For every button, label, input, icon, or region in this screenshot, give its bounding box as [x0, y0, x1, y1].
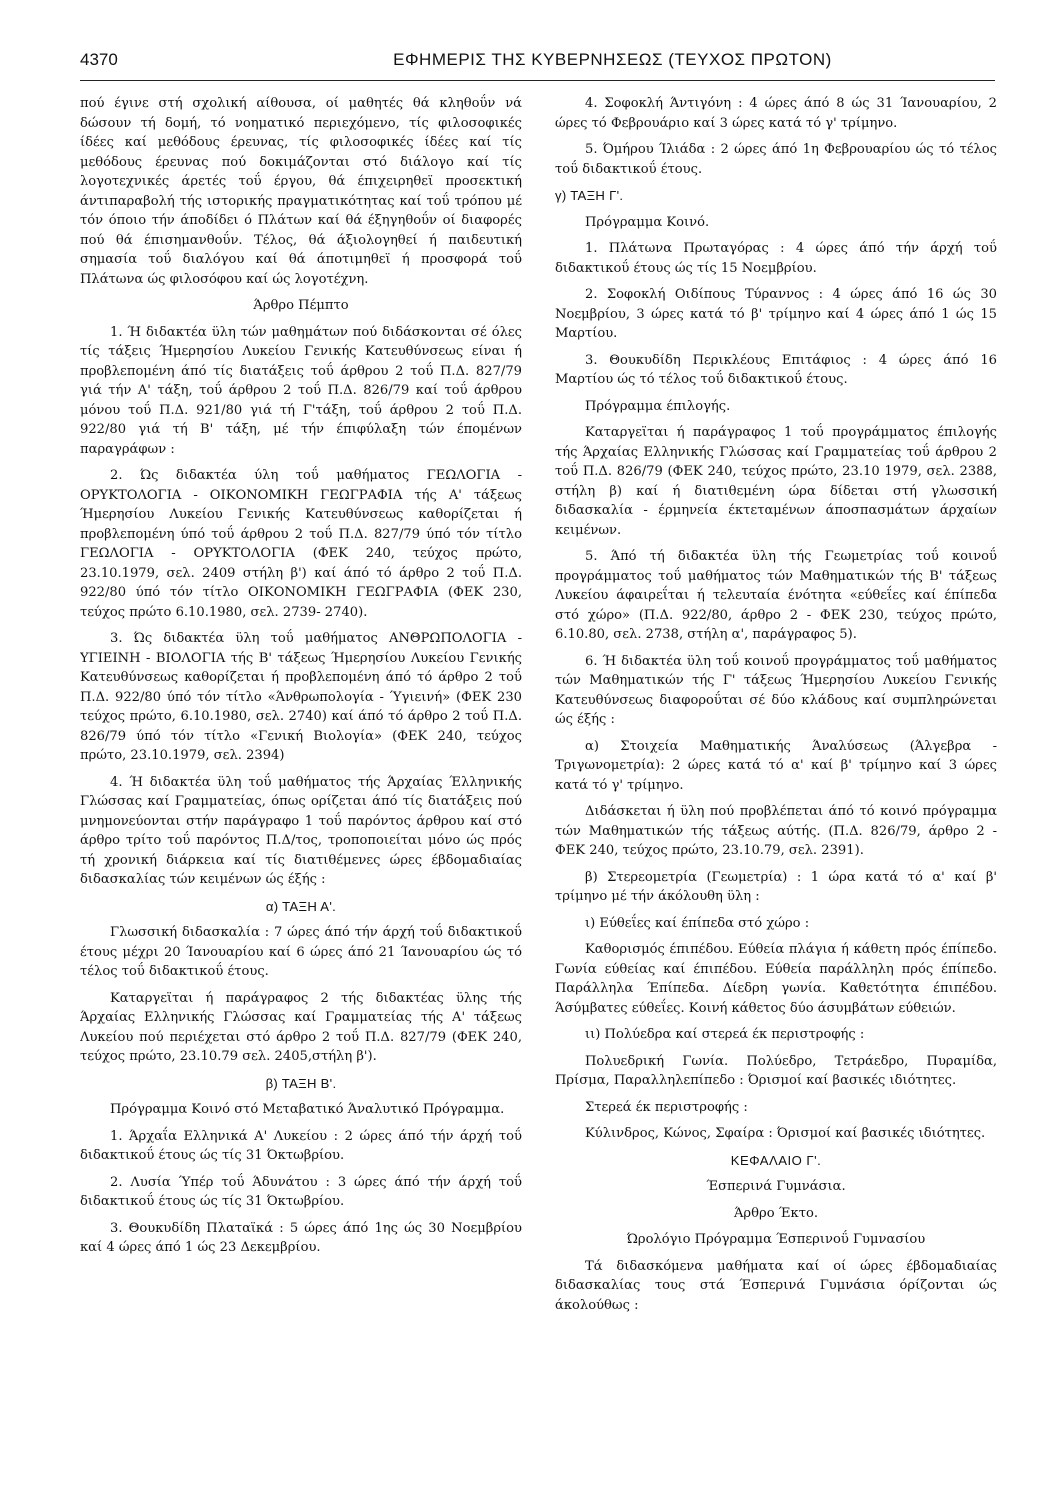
- left-column: [80, 94, 522, 1474]
- schedule-heading: Ώρολόγιο Πρόγραμμα Έσπερινοΰ Γυμνασίου: [626, 1232, 926, 1247]
- article5-par6-a-text: Διδάσκεται ή ϋλη πού προβλέπεται άπό τό κοινό πρόγραμμα τών Μαθηματικών τής τάξεως αύτής. (Π.Δ. 826/79, άρθρο 2 - ΦΕΚ 240, τεύχος πρώτο, 23.10.79, σελ. 2391).: [555, 804, 997, 858]
- article5-heading: Άρθρο Πέμπτο: [253, 298, 349, 313]
- page-header: [80, 50, 995, 76]
- article6-par1: Τά διδασκόμενα μαθήματα καί οί ώρες έβδομαδιαίας διδασκαλίας τους στά Έσπερινά Γυμνάσια όρίζονται ώς άκολούθως :: [555, 1258, 997, 1313]
- class-b-par3: 2. Λυσία Ύπέρ τοΰ Άδυνάτου : 3 ώρες άπό τήν άρχή τοΰ διδακτικοΰ έτους ώς τίς 31 Όκτωβρίου.: [80, 1174, 522, 1209]
- class-c-par4: Καταργεϊται ή παράγραφος 1 τοΰ προγράμματος έπιλογής τής Άρχαίας Ελληνικής Γλώσσας καί Γραμματείας τοΰ άρθρου 2 τοΰ Π.Δ. 826/79 (ΦΕΚ 240, τεύχος πρώτο, 23.10 1979, σελ. 2388, στήλη β) καί ή διατιθεμένη ώρα δίδεται στή γλωσσική διδασκαλία - έρμηνεία έκτεταμένων άποσπασμάτων άρχαίων κειμένων.: [555, 425, 997, 538]
- article5-par1: 1. Ή διδακτέα ϋλη τών μαθημάτων πού διδάσκονται σέ όλες τίς τάξεις Ήμερησίου Λυκείου Γενικής Κατευθύνσεως είναι ή προβλεπομένη άπό τίς διατάξεις τοΰ άρθρου 2 τοΰ Π.Δ. 827/79 γιά τήν Α' τάξη, τοΰ άρθρου 2 τοΰ Π.Δ. 826/79 καί τοΰ άρθρου μόνου τοΰ Π.Δ. 921/80 γιά τή Γ'τάξη, τοΰ άρθρου 2 τοΰ Π.Δ. 922/80 γιά τή Β' τάξη, μέ τήν έπιφύλαξη τών έπομένων παραγράφων :: [80, 324, 522, 457]
- class-b-par5: 4. Σοφοκλή Άντιγόνη : 4 ώρες άπό 8 ώς 31 Ίανουαρίου, 2 ώρες τό Φεβρουάριο καί 3 ώρες κατά τό γ' τρίμηνο.: [555, 96, 997, 131]
- class-b-par4: 3. Θουκυδίδη Πλαταϊκά : 5 ώρες άπό 1ης ώς 30 Νοεμβρίου καί 4 ώρες άπό 1 ώς 23 Δεκεμβρίου.: [80, 1220, 522, 1255]
- class-c-par3: 3. Θουκυδίδη Περικλέους Επιτάφιος : 4 ώρες άπό 16 Μαρτίου ώς τό τέλος τοΰ διδακτικοΰ έτους.: [555, 352, 997, 387]
- subsection-ii-label2: Στερεά έκ περιστροφής :: [585, 1099, 748, 1115]
- class-b-par1: Πρόγραμμα Κοινό στό Μεταβατικό Άναλυτικό Πρόγραμμα.: [110, 1102, 505, 1117]
- article5-par3: 3. Ώς διδακτέα ϋλη τοΰ μαθήματος ΑΝΘΡΩΠΟΛΟΓΙΑ - ΥΓΙΕΙΝΗ - ΒΙΟΛΟΓΙΑ τής Β' τάξεως Ήμερησίου Λυκείου Γενικής Κατευθύνσεως καθορίζεται ή προβλεπομένη άπό τό άρθρο 2 τοΰ Π.Δ. 922/80 ύπό τόν τίτλο «Άνθρωπολογία - Ύγιεινή» (ΦΕΚ 230 τεύχος πρώτο, 6.10.1980, σελ. 2740) καί άπό τό άρθρο 2 τοΰ Π.Δ. 826/79 ύπό τόν τίτλο «Γενική Βιολογία» (ΦΕΚ 240, τεύχος πρώτο, 23.10.1979, σελ. 2394): [80, 631, 522, 763]
- class-c-par1: 1. Πλάτωνα Πρωταγόρας : 4 ώρες άπό τήν άρχή τοΰ διδακτικοΰ έτους ώς τίς 15 Νοεμβρίου.: [555, 241, 997, 276]
- article5-par6-b: β) Στερεομετρία (Γεωμετρία) : 1 ώρα κατά τό α' καί β' τρίμηνο μέ τήν άκόλουθη ϋλη :: [555, 869, 997, 904]
- class-c-par2: 2. Σοφοκλή Οιδίπους Τύραννος : 4 ώρες άπό 16 ώς 30 Νοεμβρίου, 3 ώρες κατά τό β' τρίμηνο καί 4 ώρες άπό 1 ώς 15 Μαρτίου.: [555, 287, 997, 341]
- class-a-label: α) ΤΑΞΗ Α'.: [265, 898, 337, 914]
- intro-paragraph: πού έγινε στή σχολική αίθουσα, οί μαθητές θά κληθοΰν νά δώσουν τή δομή, τό νοηματικό περιεχόμενο, τίς φιλοσοφικές ίδέες καί μεθόδους έρευνας, τίς φιλοσοφικές ίδέες καί τίς μεθόδους έρευνας πού δοκιμάζονται στό διάλογο καί τίς λογοτεχνικές άρετές τοΰ έργου, θά έπιχειρηθεϊ προσεκτική άντιπαραβολή τής ιστορικής πραγματικότητας καί τοΰ τρόπου μέ τόν όποιο τήν άποδίδει ό Πλάτων καί θά έξηγηθοΰν οί διαφορές πού θά έπισημανθοΰν. Τέλος, θά άξιολογηθεί ή παιδευτική σημασία τοΰ διαλόγου καί θά άποτιμηθεϊ ή προσφορά τοΰ Πλάτωνα ώς φιλοσόφου καί ώς λογοτέχνη.: [80, 96, 522, 287]
- class-b-par2: 1. Άρχαΐα Ελληνικά Α' Λυκείου : 2 ώρες άπό τήν άρχή τοΰ διδακτικοΰ έτους ώς τίς 31 Όκτωβρίου.: [80, 1128, 522, 1163]
- class-a-par1: Γλωσσική διδασκαλία : 7 ώρες άπό τήν άρχή τοΰ διδακτικοΰ έτους μέχρι 20 Ίανουαρίου καί 6 ώρες άπό 21 Ίανουαρίου ώς τό τέλος τοΰ διδακτικοΰ έτους.: [80, 925, 522, 979]
- chapter-heading: ΚΕΦΑΛΑΙΟ Γ'.: [730, 1152, 822, 1168]
- right-column: [555, 94, 997, 1474]
- subsection-i-text: Καθορισμός έπιπέδου. Εύθεία πλάγια ή κάθετη πρός έπίπεδο. Γωνία εύθείας καί έπιπέδου. Εύθεία παράλληλη πρός έπίπεδο. Παράλληλα Έπίπεδα. Δίεδρη γωνία. Καθετότητα έπιπέδου. Άσύμβατες εύθεΐες. Κοινή κάθετος δύο άσυμβάτων εύθειών.: [555, 942, 997, 1016]
- subsection-i-label: ι) Εύθεΐες καί έπίπεδα στό χώρο :: [585, 915, 810, 931]
- subsection-ii-label: ιι) Πολύεδρα καί στερεά έκ περιστροφής :: [585, 1027, 865, 1042]
- class-b-par6: 5. Όμήρου Ίλιάδα : 2 ώρες άπό 1η Φεβρουαρίου ώς τό τέλος τοΰ διδακτικοΰ έτους.: [555, 142, 997, 177]
- chapter-subtitle: Έσπερινά Γυμνάσια.: [706, 1179, 846, 1194]
- article5-par6: 6. Ή διδακτέα ϋλη τοΰ κοινοΰ προγράμματος τοΰ μαθήματος τών Μαθηματικών τής Γ' τάξεως Ήμερησίου Λυκείου Γενικής Κατευθύνσεως διαφοροΰται σέ δύο κλάδους καί συμπληρώνεται ώς έξής :: [555, 653, 997, 727]
- page-number: 4370: [80, 50, 118, 69]
- class-b-label: β) ΤΑΞΗ Β'.: [265, 1075, 337, 1091]
- running-title: ΕΦΗΜΕΡΙΣ ΤΗΣ ΚΥΒΕΡΝΗΣΕΩΣ (ΤΕΥΧΟΣ ΠΡΩΤΟΝ): [393, 50, 832, 69]
- subsection-ii-text: Πολυεδρική Γωνία. Πολύεδρο, Τετράεδρο, Πυραμίδα, Πρίσμα, Παραλληλεπίπεδο : Όρισμοί καί βασικές ιδιότητες.: [555, 1053, 997, 1088]
- class-a-par2: Καταργεϊται ή παράγραφος 2 τής διδακτέας ϋλης τής Άρχαίας Ελληνικής Γλώσσας καί Γραμματείας τής Α' τάξεως Λυκείου πού περιέχεται στό άρθρο 2 τοΰ Π.Δ. 827/79 (ΦΕΚ 240, τεύχος πρώτο, 23.10.79 σελ. 2405,στήλη β').: [80, 990, 522, 1064]
- class-c-common: Πρόγραμμα Κοινό.: [585, 214, 710, 230]
- class-c-label: γ) ΤΑΞΗ Γ'.: [555, 188, 624, 203]
- article5-par5: 5. Άπό τή διδακτέα ϋλη τής Γεωμετρίας τοΰ κοινοΰ προγράμματος τοΰ μαθήματος τών Μαθηματικών τής Β' τάξεως Λυκείου άφαιρεΐται ή τελευταία ένότητα «εύθεΐες καί έπίπεδα στό χώρο» (Π.Δ. 922/80, άρθρο 2 - ΦΕΚ 230, τεύχος πρώτο, 6.10.80, σελ. 2738, στήλη α', παράγραφος 5).: [555, 549, 997, 642]
- article5-par6-a: α) Στοιχεία Μαθηματικής Άναλύσεως (Άλγεβρα - Τριγωνομετρία): 2 ώρες κατά τό α' καί β' τρίμηνο καί 3 ώρες κατά τό γ' τρίμηνο.: [555, 738, 997, 793]
- subsection-ii-text2: Κύλινδρος, Κώνος, Σφαίρα : Όρισμοί καί βασικές ιδιότητες.: [585, 1126, 986, 1141]
- article6-heading: Άρθρο Έκτο.: [733, 1205, 819, 1221]
- article5-par2: 2. Ώς διδακτέα ύλη τοΰ μαθήματος ΓΕΩΛΟΓΙΑ - ΟΡΥΚΤΟΛΟΓΙΑ - ΟΙΚΟΝΟΜΙΚΗ ΓΕΩΓΡΑΦΙΑ τής Α' τάξεως Ήμερησίου Λυκείου Γενικής Κατευθύνσεως καθορίζεται ή προβλεπομένη ύπό τοΰ άρθρου 2 τοΰ Π.Δ. 827/79 ύπό τόν τίτλο ΓΕΩΛΟΓΙΑ - ΟΡΥΚΤΟΛΟΓΙΑ (ΦΕΚ 240, τεύχος πρώτο, 23.10.1979, σελ. 2409 στήλη β') καί άπό τό άρθρο 2 τοΰ Π.Δ. 922/80 ύπό τόν τίτλο ΟΙΚΟΝΟΜΙΚΗ ΓΕΩΓΡΑΦΙΑ (ΦΕΚ 230, τεύχος πρώτο 6.10.1980, σελ. 2739- 2740).: [80, 468, 522, 620]
- header-rule: [80, 80, 995, 81]
- class-c-elective: Πρόγραμμα έπιλογής.: [585, 398, 731, 414]
- article5-par4: 4. Ή διδακτέα ϋλη τοΰ μαθήματος τής Άρχαίας Έλληνικής Γλώσσας καί Γραμματείας, όπως ορίζεται άπό τίς διατάξεις πού μνημονεύονται στήν παράγραφο 1 τοΰ παρόντος άρθρου καί στό άρθρο τρίτο τοΰ παρόντος Π.Δ/τος, τροποποιείται μόνο ώς πρός τή χρονική διάρκεια καί τίς διατιθέμενες ώρες έβδομαδιαίας διδασκαλίας τών κειμένων ώς έξής :: [80, 774, 522, 887]
